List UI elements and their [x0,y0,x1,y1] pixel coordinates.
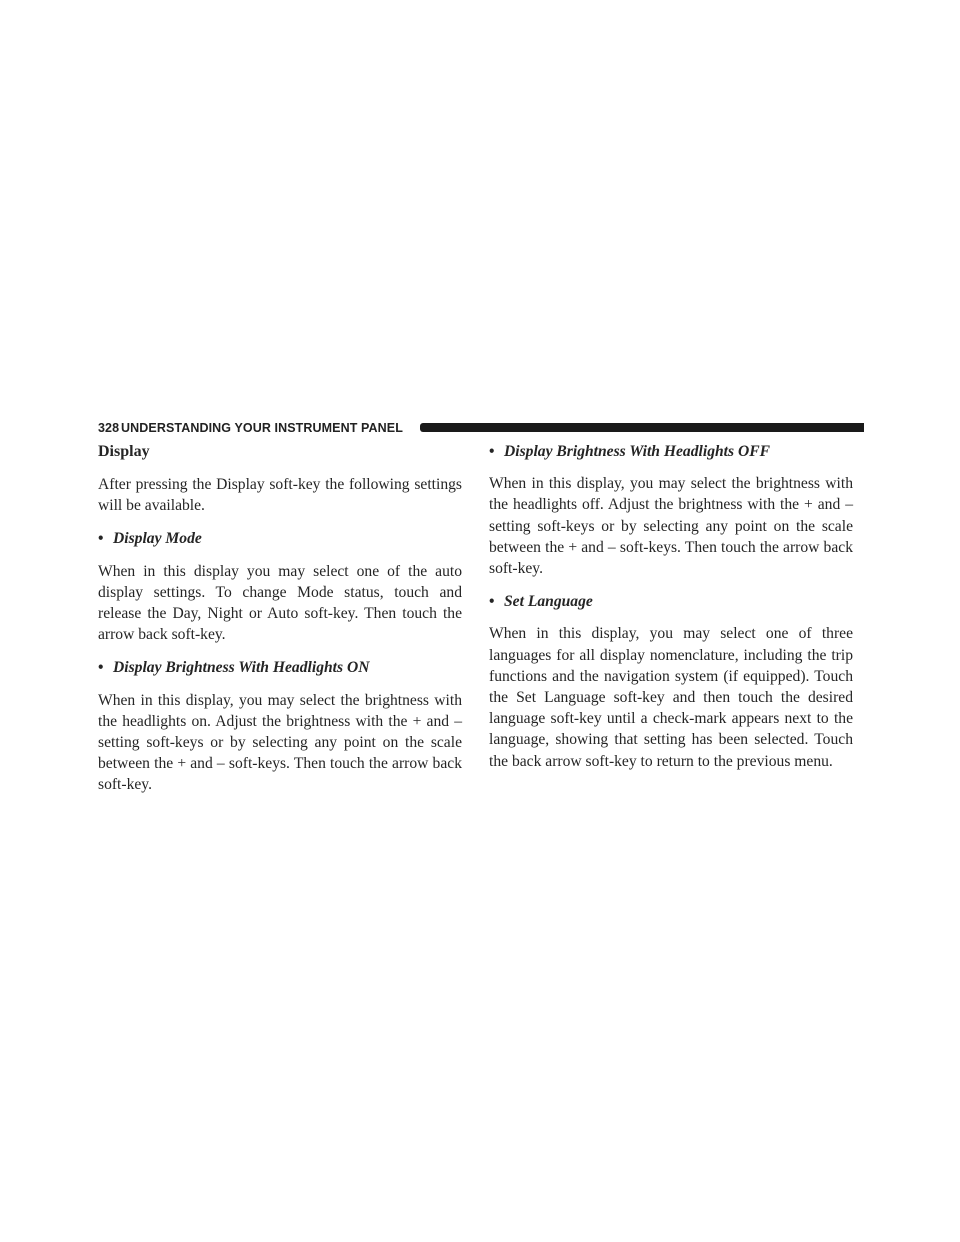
page-header [98,419,864,437]
section-heading-display: Display [98,443,150,460]
bullet-icon: • [98,530,104,548]
bullet-display-mode [98,528,462,549]
bullet-title: Set Language [504,593,593,611]
header-rule [420,423,864,432]
bullet-brightness-headlights-off [489,441,853,462]
bullet-icon: • [489,443,495,460]
paragraph-brightness-headlights-on: When in this display, you may select the brightness with the headlights on. Adjust the brightness with the + and – setting soft-keys or by selecting any point on the scale between the + and – soft-keys. Then touch the arrow back soft-key. [98,691,462,794]
bullet-title: Display Mode [113,530,202,548]
left-column [98,441,462,796]
right-column [489,441,853,772]
paragraph-set-language: When in this display, you may select one of three languages for all display nomenclature, including the trip functions and the navigation system (if equipped). Touch the Set Language soft-key and then touch the desired language soft-key until a check-mark appears next to the language, showing that setting has been selected. Touch the back arrow soft-key to return to the previous menu. [489,625,853,770]
bullet-icon: • [489,593,495,611]
paragraph-display-mode: When in this display you may select one of the auto display settings. To change Mode status, touch and release the Day, Night or Auto soft-key. Then touch the arrow back soft-key. [98,562,462,644]
section-title: UNDERSTANDING YOUR INSTRUMENT PANEL [121,421,403,435]
bullet-title: Display Brightness With Headlights OFF [504,443,771,460]
intro-paragraph: After pressing the Display soft-key the following settings will be available. [98,476,462,515]
bullet-set-language [489,591,853,612]
bullet-icon: • [98,659,104,677]
paragraph-brightness-headlights-off: When in this display, you may select the brightness with the headlights off. Adjust the brightness with the + and – setting soft-keys or by selecting any point on the scale between the + and – soft-keys. Then touch the arrow back soft-key. [489,475,853,578]
bullet-title: Display Brightness With Headlights ON [113,659,370,677]
bullet-brightness-headlights-on [98,657,462,678]
page-number: 328 [98,421,120,435]
